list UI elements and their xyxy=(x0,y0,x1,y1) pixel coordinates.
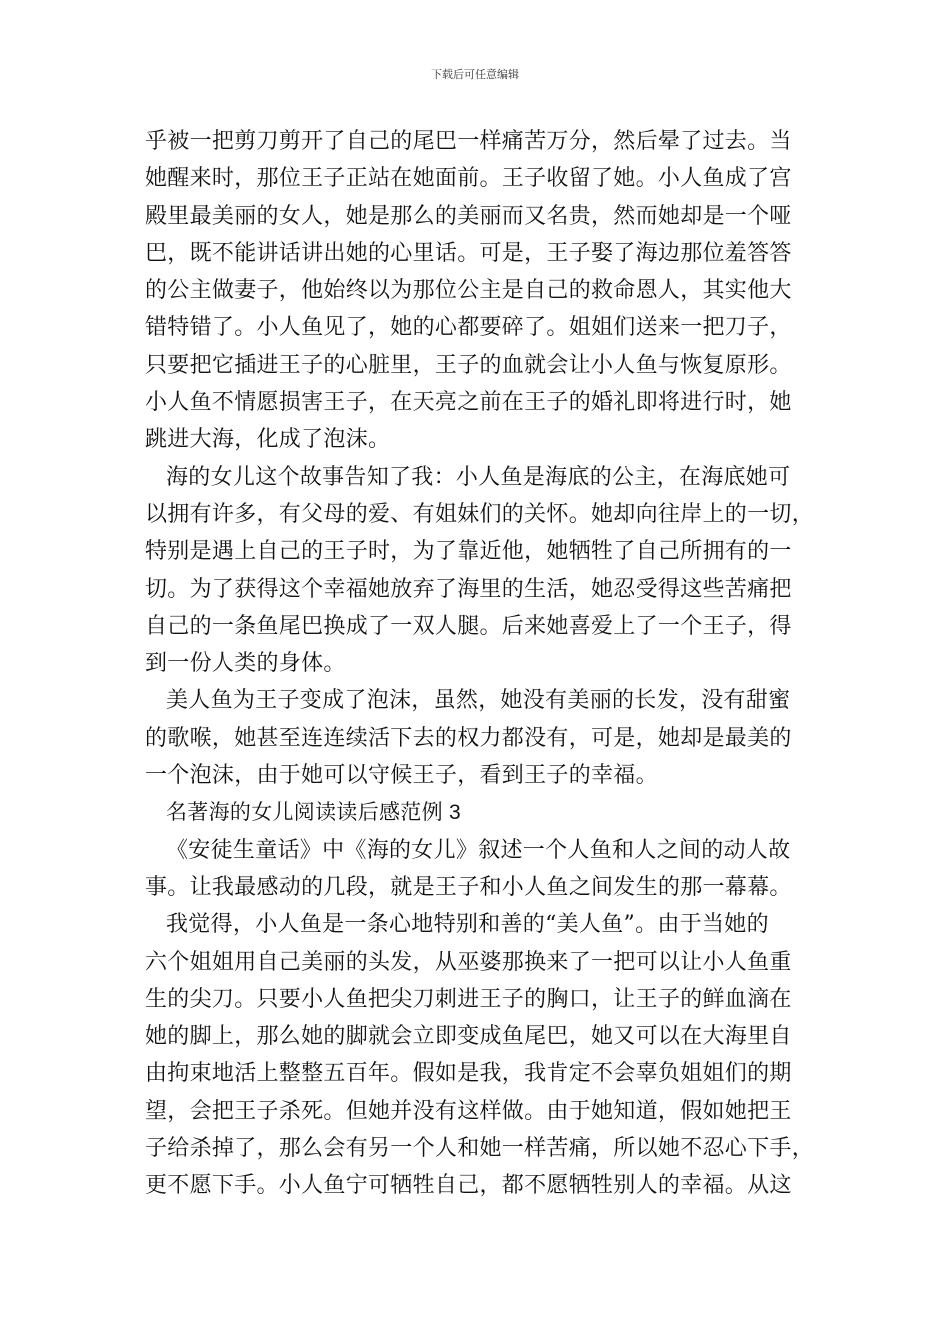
text-line: 更不愿下手。小人鱼宁可牺牲自己，都不愿牺牲别人的幸福。从这 xyxy=(145,1173,792,1199)
text-line: 的歌喉，她甚至连连续活下去的权力都没有，可是，她却是最美的 xyxy=(145,725,792,751)
paragraph-first-line: 美人鱼为王子变成了泡沫，虽然，她没有美丽的长发，没有甜蜜 xyxy=(166,688,791,714)
text-line: 以拥有许多，有父母的爱、有姐妹们的关怀。她却向往岸上的一切， xyxy=(145,501,815,527)
section-heading: 名著海的女儿阅读读后感范例 3 xyxy=(166,801,462,825)
article-body xyxy=(145,123,815,1205)
text-line: 小人鱼不情愿损害王子，在天亮之前在王子的婚礼即将进行时，她 xyxy=(145,390,792,416)
text-line: 乎被一把剪刀剪开了自己的尾巴一样痛苦万分，然后晕了过去。当 xyxy=(145,129,792,154)
text-line: 的公主做妻子，他始终以为那位公主是自己的救命恩人，其实他大 xyxy=(145,278,792,304)
text-line: 跳进大海，化成了泡沫。 xyxy=(145,427,391,453)
text-line: 特别是遇上自己的王子时，为了靠近他，她牺牲了自己所拥有的一 xyxy=(145,539,792,565)
text-line: 切。为了获得这个幸福她放弃了海里的生活，她忍受得这些苦痛把 xyxy=(145,576,792,602)
text-line: 事。让我最感动的几段，就是王子和小人鱼之间发生的那一幕幕。 xyxy=(145,874,792,900)
text-line: 她醒来时，那位王子正站在她面前。王子收留了她。小人鱼成了宫 xyxy=(145,166,792,192)
paragraph-first-line: 海的女儿这个故事告知了我：小人鱼是海底的公主，在海底她可 xyxy=(166,464,791,490)
paragraph-first-line: 《安徒生童话》中《海的女儿》叙述一个人鱼和人之间的动人故 xyxy=(166,837,791,863)
text-line: 到一份人类的身体。 xyxy=(145,651,346,677)
text-line: 生的尖刀。只要小人鱼把尖刀刺进王子的胸口，让王子的鲜血滴在 xyxy=(145,986,792,1012)
text-line: 殿里最美丽的女人，她是那么的美丽而又名贵，然而她却是一个哑 xyxy=(145,203,792,229)
paragraph-first-line: 我觉得，小人鱼是一条心地特别和善的“美人鱼”。由于当她的 xyxy=(166,912,769,938)
text-line: 她的脚上，那么她的脚就会立即变成鱼尾巴，她又可以在大海里自 xyxy=(145,1024,792,1050)
text-line: 由拘束地活上整整五百年。假如是我，我肯定不会辜负姐姐们的期 xyxy=(145,1061,792,1087)
text-line: 错特错了。小人鱼见了，她的心都要碎了。姐姐们送来一把刀子， xyxy=(145,315,792,341)
text-line: 一个泡沫，由于她可以守候王子，看到王子的幸福。 xyxy=(145,763,658,789)
page-header: 下载后可任意编辑 xyxy=(431,68,519,81)
text-line: 望，会把王子杀死。但她并没有这样做。由于她知道，假如她把王 xyxy=(145,1098,792,1124)
text-line: 六个姐姐用自己美丽的头发，从巫婆那换来了一把可以让小人鱼重 xyxy=(145,949,792,975)
text-line: 巴，既不能讲话讲出她的心里话。可是，王子娶了海边那位羞答答 xyxy=(145,240,792,266)
text-line: 只要把它插进王子的心脏里，王子的血就会让小人鱼与恢复原形。 xyxy=(145,352,792,378)
text-line: 自己的一条鱼尾巴换成了一双人腿。后来她喜爱上了一个王子，得 xyxy=(145,613,792,639)
text-line: 子给杀掉了，那么会有另一个人和她一样苦痛，所以她不忍心下手， xyxy=(145,1136,815,1162)
